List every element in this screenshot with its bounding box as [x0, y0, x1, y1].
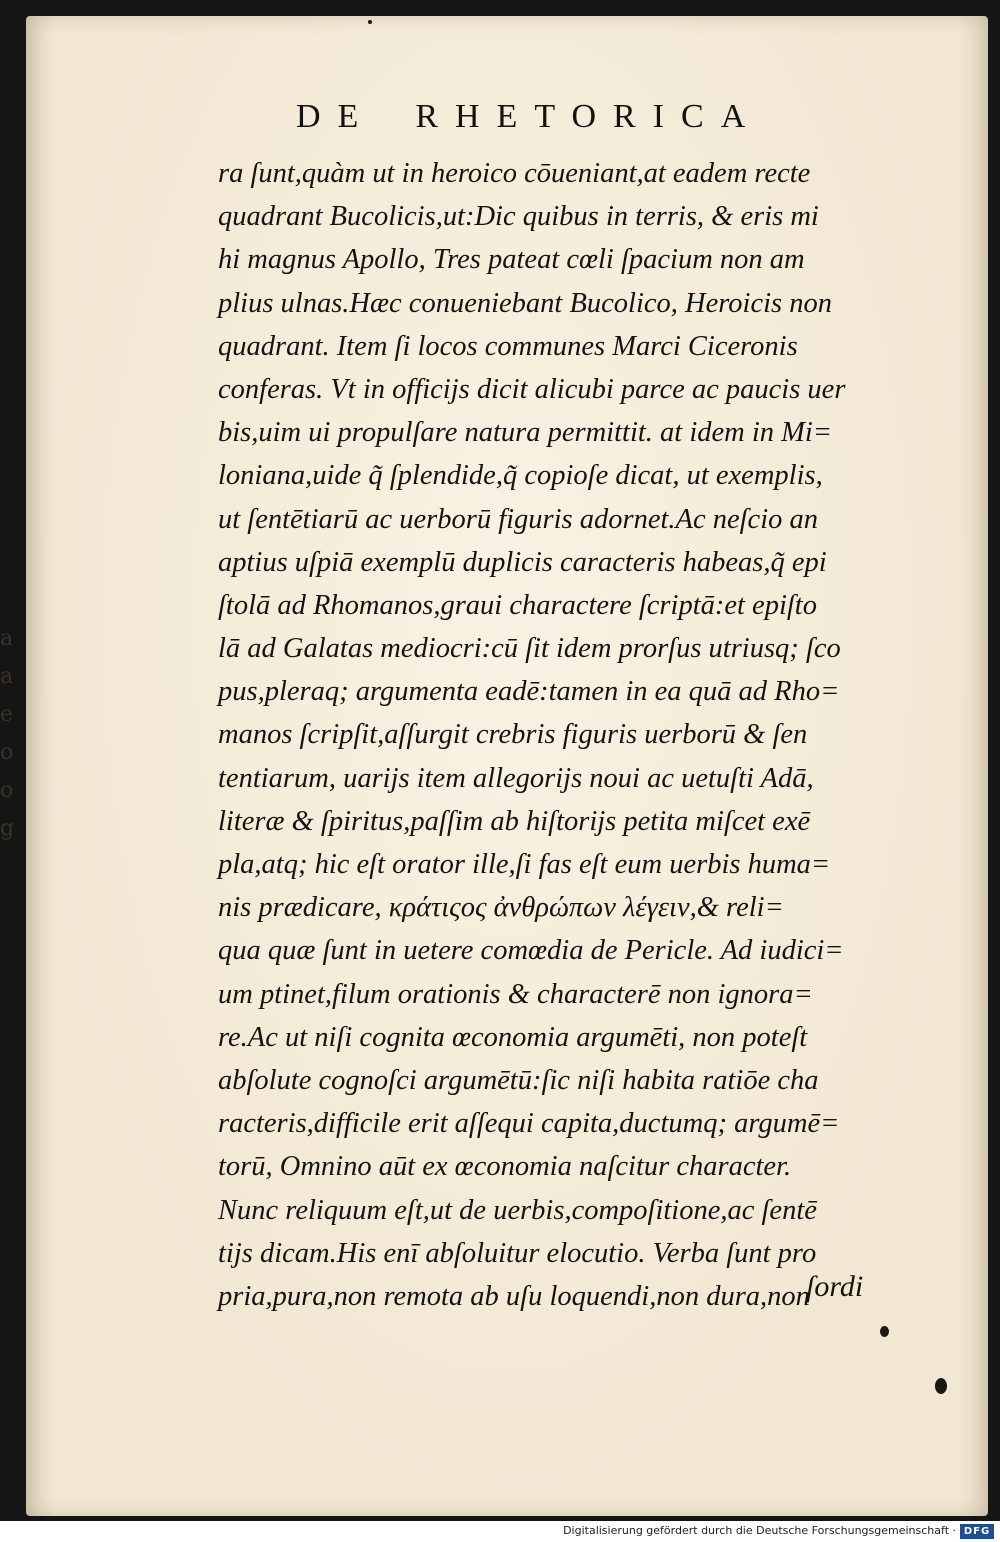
- text-line: pria,pura,non remota ab uſu loquendi,non dura,non: [218, 1280, 810, 1312]
- text-line: plius ulnas.Hæc conueniebant Bucolico, Heroicis non: [218, 287, 832, 319]
- text-line: Nunc reliquum eſt,ut de uerbis,compoſitione,ac ſentē: [218, 1194, 817, 1226]
- text-line: re.Ac ut niſi cognita œconomia argumēti, non poteſt: [218, 1021, 808, 1053]
- text-line: manos ſcripſit,aſſurgit crebris figuris uerborū & ſen: [218, 719, 808, 751]
- text-line: qua quæ ſunt in uetere comœdia de Pericle. Ad iudici=: [218, 935, 844, 967]
- text-line: quadrant Bucolicis,ut:Dic quibus in terris, & eris mi: [218, 201, 819, 233]
- edge-letter: a: [0, 626, 14, 651]
- edge-letter: a: [0, 664, 14, 689]
- funding-credit-text: Digitalisierung gefördert durch die Deutsche Forschungsgemeinschaft ·: [563, 1524, 956, 1537]
- running-head-word-de: DE: [296, 98, 376, 135]
- dfg-logo: DFG: [960, 1524, 994, 1539]
- text-line: pla,atq; hic eſt orator ille,ſi fas eſt eum uerbis huma=: [218, 849, 831, 880]
- catchword: ſordi: [806, 1270, 864, 1303]
- text-line: quadrant. Item ſi locos communes Marci Ciceronis: [218, 330, 798, 362]
- body-text: [218, 152, 908, 1318]
- text-line: nis prædicare, κράτιςος ἀνθρώπων λέγειν,& reli=: [218, 892, 784, 924]
- text-line: torū, Omnino aūt ex œconomia naſcitur character.: [218, 1151, 792, 1183]
- edge-letter: e: [0, 702, 14, 727]
- text-line: ra ſunt,quàm ut in heroico cōueniant,at eadem recte: [218, 158, 811, 189]
- adjacent-page-edge: [0, 620, 26, 850]
- edge-letter: g: [0, 816, 15, 841]
- edge-letter: o: [0, 740, 14, 765]
- text-line: literæ & ſpiritus,paſſim ab hiſtorijs petita miſcet exē: [218, 805, 811, 837]
- text-line: ſtolā ad Rhomanos,graui charactere ſcriptā:et epiſto: [218, 589, 817, 621]
- edge-letter: o: [0, 778, 14, 803]
- text-line: loniana,uide q̃ ſplendide,q̃ copioſe dicat, ut exemplis,: [218, 460, 823, 492]
- funding-footer: [0, 1521, 1000, 1542]
- text-line: ut ſentētiarū ac uerborū figuris adornet.Ac neſcio an: [218, 503, 819, 535]
- text-line: tentiarum, uarijs item allegorijs noui ac uetuſti Adā,: [218, 762, 814, 794]
- text-line: lā ad Galatas mediocri:cū ſit idem prorſus utriusq; ſco: [218, 633, 841, 665]
- text-line: bis,uim ui propulſare natura permittit. at idem in Mi=: [218, 417, 833, 449]
- running-head: [296, 98, 816, 136]
- ink-speck: [368, 20, 372, 24]
- text-line: um ptinet,filum orationis & characterē non ignora=: [218, 978, 813, 1010]
- ink-blot: [880, 1326, 889, 1337]
- text-line: abſolute cognoſci argumētū:ſic niſi habita ratiōe cha: [218, 1064, 819, 1096]
- text-line: aptius uſpiā exemplū duplicis caracteris habeas,q̃ epi: [218, 546, 827, 578]
- text-line: pus,pleraq; argumenta eadē:tamen in ea quā ad Rho=: [218, 676, 840, 708]
- text-line: racteris,difficile erit aſſequi capita,ductumq; argumē=: [218, 1108, 840, 1140]
- text-line: conferas. Vt in officijs dicit alicubi parce ac paucis uer: [218, 373, 846, 405]
- text-line: hi magnus Apollo, Tres pateat cœli ſpacium non am: [218, 244, 805, 276]
- text-line: tijs dicam.His enī abſoluitur elocutio. Verba ſunt pro: [218, 1237, 817, 1269]
- ink-blot-large: [935, 1378, 947, 1394]
- running-head-word-rhetorica: RHETORICA: [415, 98, 763, 135]
